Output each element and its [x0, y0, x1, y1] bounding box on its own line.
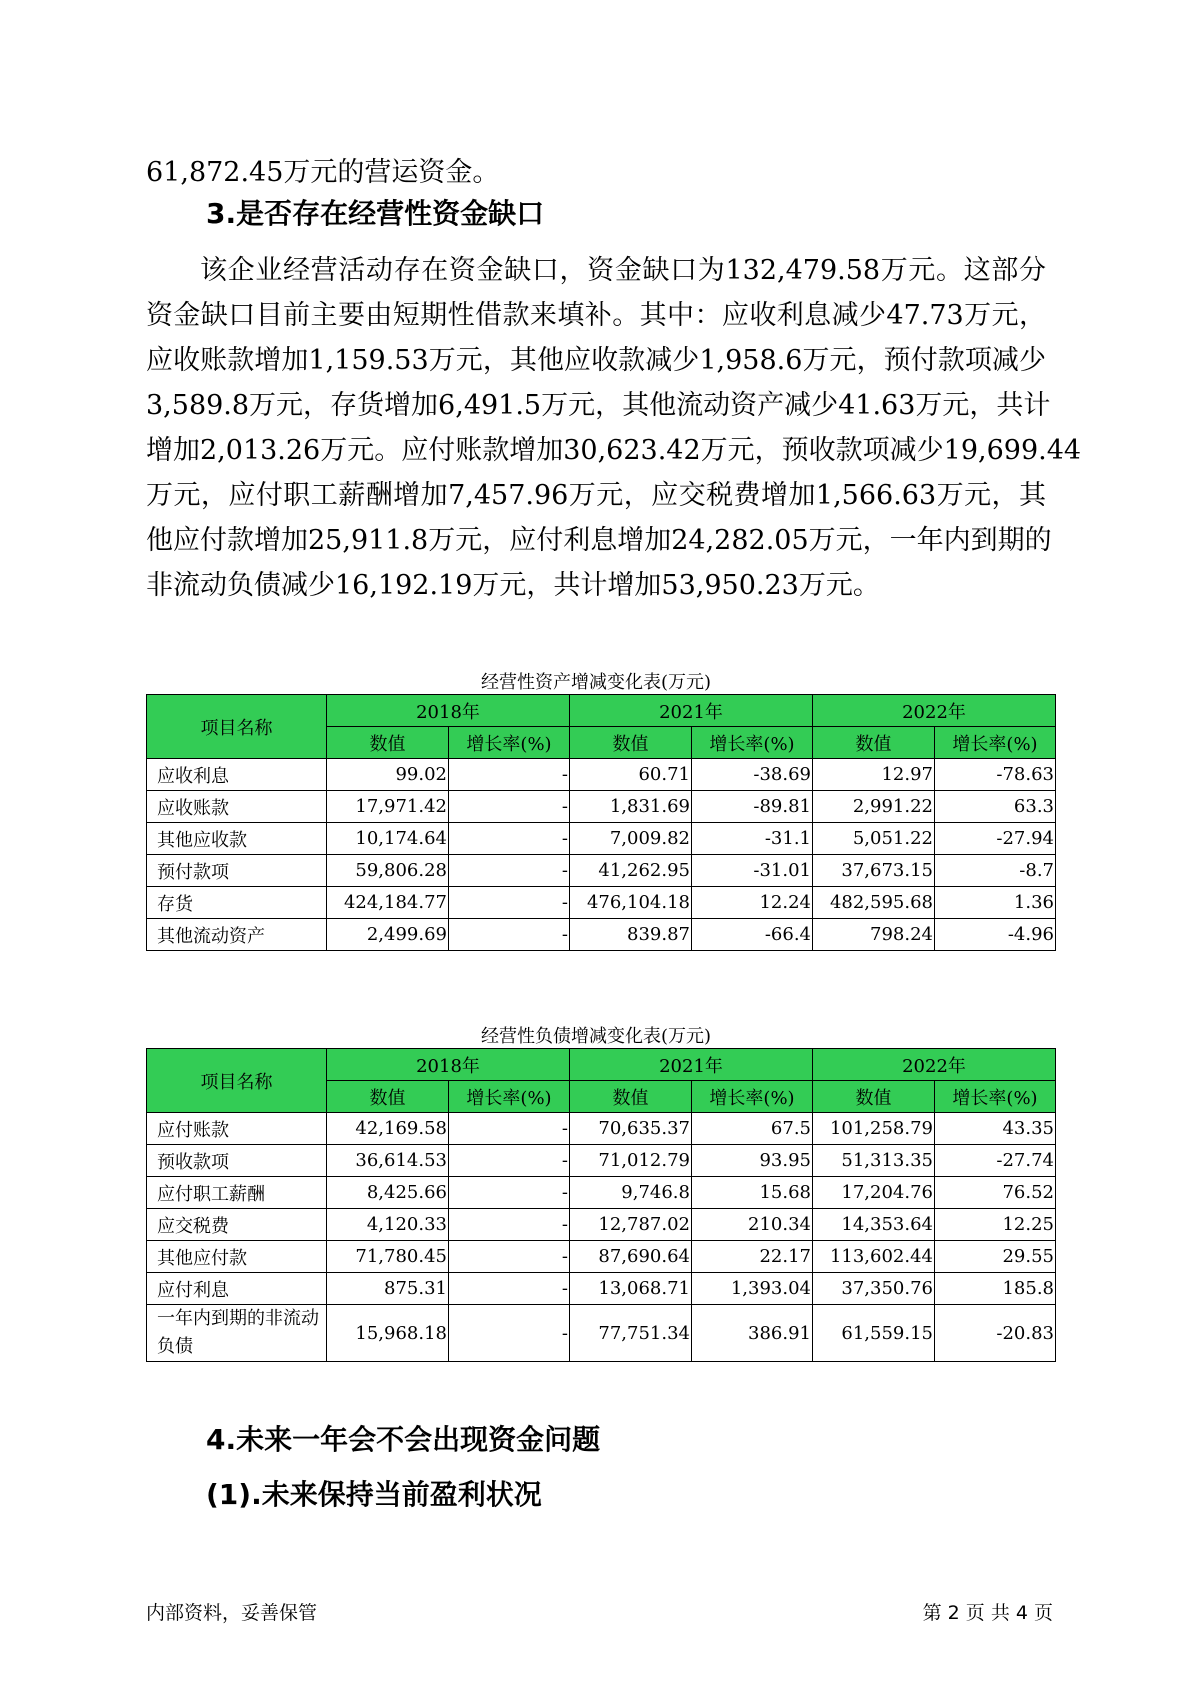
footer-page-number: 第 2 页 共 4 页 [922, 1602, 1053, 1624]
footer-confidential-note: 内部资料，妥善保管 [146, 1602, 318, 1624]
value-cell: 10,174.64 [327, 823, 449, 855]
growth-cell: 22.17 [692, 1241, 813, 1273]
growth-cell: -31.01 [692, 855, 813, 887]
growth-cell: - [449, 1241, 570, 1273]
growth-cell: 63.3 [935, 791, 1056, 823]
column-header-value: 数值 [570, 727, 692, 759]
column-header-year: 2018年 [327, 695, 570, 727]
column-header-growth: 增长率(%) [935, 1081, 1056, 1113]
growth-cell: -31.1 [692, 823, 813, 855]
row-label-cell: 预付款项 [147, 855, 327, 887]
growth-cell: - [449, 1145, 570, 1177]
growth-cell: 1,393.04 [692, 1273, 813, 1305]
growth-cell: -27.94 [935, 823, 1056, 855]
intro-paragraph [146, 150, 1046, 195]
growth-cell: - [449, 823, 570, 855]
value-cell: 875.31 [327, 1273, 449, 1305]
value-cell: 87,690.64 [570, 1241, 692, 1273]
growth-cell: -20.83 [935, 1305, 1056, 1362]
table-row [147, 791, 1056, 823]
column-header-growth: 增长率(%) [449, 1081, 570, 1113]
value-cell: 41,262.95 [570, 855, 692, 887]
value-cell: 798.24 [813, 919, 935, 951]
value-cell: 70,635.37 [570, 1113, 692, 1145]
growth-cell: 12.25 [935, 1209, 1056, 1241]
value-cell: 17,971.42 [327, 791, 449, 823]
section-3-paragraph [146, 248, 1082, 608]
table-row [147, 1241, 1056, 1273]
paragraph-line: 资金缺口目前主要由短期性借款来填补。其中：应收利息减少47.73万元， [146, 300, 1046, 331]
value-cell: 101,258.79 [813, 1113, 935, 1145]
column-header-value: 数值 [327, 727, 449, 759]
value-cell: 1,831.69 [570, 791, 692, 823]
growth-cell: 67.5 [692, 1113, 813, 1145]
row-label-cell: 应付利息 [147, 1273, 327, 1305]
value-cell: 61,559.15 [813, 1305, 935, 1362]
column-header-value: 数值 [327, 1081, 449, 1113]
value-cell: 12,787.02 [570, 1209, 692, 1241]
value-cell: 7,009.82 [570, 823, 692, 855]
growth-cell: - [449, 791, 570, 823]
section-3-heading: 3.是否存在经营性资金缺口 [206, 197, 545, 230]
growth-cell: 93.95 [692, 1145, 813, 1177]
value-cell: 17,204.76 [813, 1177, 935, 1209]
growth-cell: - [449, 919, 570, 951]
value-cell: 482,595.68 [813, 887, 935, 919]
growth-cell: 15.68 [692, 1177, 813, 1209]
column-header-growth: 增长率(%) [449, 727, 570, 759]
growth-cell: - [449, 759, 570, 791]
table-row [147, 1209, 1056, 1241]
liabilities-table [146, 1048, 1056, 1362]
paragraph-line: 非流动负债减少16,192.19万元，共计增加53,950.23万元。 [146, 570, 880, 601]
column-header-name: 项目名称 [147, 695, 327, 759]
value-cell: 424,184.77 [327, 887, 449, 919]
growth-cell: -89.81 [692, 791, 813, 823]
value-cell: 37,350.76 [813, 1273, 935, 1305]
value-cell: 51,313.35 [813, 1145, 935, 1177]
value-cell: 15,968.18 [327, 1305, 449, 1362]
row-label-cell: 应收账款 [147, 791, 327, 823]
column-header-year: 2022年 [813, 1049, 1056, 1081]
paragraph-line: 应收账款增加1,159.53万元，其他应收款减少1,958.6万元，预付款项减少 [146, 345, 1046, 376]
value-cell: 37,673.15 [813, 855, 935, 887]
assets-table [146, 694, 1056, 951]
growth-cell: - [449, 1113, 570, 1145]
table-row [147, 759, 1056, 791]
table-row [147, 887, 1056, 919]
growth-cell: - [449, 887, 570, 919]
value-cell: 59,806.28 [327, 855, 449, 887]
growth-cell: -27.74 [935, 1145, 1056, 1177]
value-cell: 42,169.58 [327, 1113, 449, 1145]
row-label-cell: 预收款项 [147, 1145, 327, 1177]
row-label-cell: 应付账款 [147, 1113, 327, 1145]
column-header-name: 项目名称 [147, 1049, 327, 1113]
assets-table-body [147, 759, 1056, 951]
section-4-heading: 4.未来一年会不会出现资金问题 [206, 1423, 601, 1456]
value-cell: 9,746.8 [570, 1177, 692, 1209]
row-label-cell: 其他应付款 [147, 1241, 327, 1273]
column-header-value: 数值 [813, 1081, 935, 1113]
column-header-year: 2021年 [570, 1049, 813, 1081]
value-cell: 12.97 [813, 759, 935, 791]
column-header-year: 2018年 [327, 1049, 570, 1081]
growth-cell: -66.4 [692, 919, 813, 951]
paragraph-line: 3,589.8万元，存货增加6,491.5万元，其他流动资产减少41.63万元，共计 [146, 390, 1051, 421]
table-row [147, 823, 1056, 855]
table-row [147, 1305, 1056, 1362]
growth-cell: -8.7 [935, 855, 1056, 887]
growth-cell: 210.34 [692, 1209, 813, 1241]
table-row [147, 1145, 1056, 1177]
paragraph-line: 该企业经营活动存在资金缺口，资金缺口为132,479.58万元。这部分 [200, 255, 1046, 286]
value-cell: 5,051.22 [813, 823, 935, 855]
intro-line: 61,872.45万元的营运资金。 [146, 157, 500, 188]
value-cell: 71,012.79 [570, 1145, 692, 1177]
row-label-cell: 一年内到期的非流动负债 [147, 1305, 327, 1362]
growth-cell: -78.63 [935, 759, 1056, 791]
column-header-year: 2022年 [813, 695, 1056, 727]
value-cell: 77,751.34 [570, 1305, 692, 1362]
value-cell: 14,353.64 [813, 1209, 935, 1241]
column-header-growth: 增长率(%) [935, 727, 1056, 759]
growth-cell: 12.24 [692, 887, 813, 919]
column-header-year: 2021年 [570, 695, 813, 727]
growth-cell: 1.36 [935, 887, 1056, 919]
row-label-cell: 应付职工薪酬 [147, 1177, 327, 1209]
value-cell: 8,425.66 [327, 1177, 449, 1209]
assets-table-caption: 经营性资产增减变化表(万元) [480, 672, 712, 693]
value-cell: 36,614.53 [327, 1145, 449, 1177]
value-cell: 71,780.45 [327, 1241, 449, 1273]
growth-cell: 185.8 [935, 1273, 1056, 1305]
growth-cell: 43.35 [935, 1113, 1056, 1145]
column-header-growth: 增长率(%) [692, 1081, 813, 1113]
value-cell: 13,068.71 [570, 1273, 692, 1305]
growth-cell: - [449, 1209, 570, 1241]
value-cell: 60.71 [570, 759, 692, 791]
row-label-cell: 存货 [147, 887, 327, 919]
column-header-growth: 增长率(%) [692, 727, 813, 759]
value-cell: 2,499.69 [327, 919, 449, 951]
row-label-cell: 应收利息 [147, 759, 327, 791]
growth-cell: - [449, 1305, 570, 1362]
paragraph-line: 增加2,013.26万元。应付账款增加30,623.42万元，预收款项减少19,699.44 [146, 435, 1082, 466]
growth-cell: -38.69 [692, 759, 813, 791]
value-cell: 2,991.22 [813, 791, 935, 823]
table-row [147, 1113, 1056, 1145]
growth-cell: -4.96 [935, 919, 1056, 951]
row-label-cell: 其他流动资产 [147, 919, 327, 951]
value-cell: 4,120.33 [327, 1209, 449, 1241]
liabilities-table-caption: 经营性负债增减变化表(万元) [480, 1026, 712, 1047]
growth-cell: - [449, 1177, 570, 1209]
growth-cell: - [449, 1273, 570, 1305]
growth-cell: 29.55 [935, 1241, 1056, 1273]
value-cell: 113,602.44 [813, 1241, 935, 1273]
liabilities-table-body [147, 1113, 1056, 1362]
value-cell: 839.87 [570, 919, 692, 951]
value-cell: 99.02 [327, 759, 449, 791]
value-cell: 476,104.18 [570, 887, 692, 919]
column-header-value: 数值 [813, 727, 935, 759]
paragraph-line: 万元，应付职工薪酬增加7,457.96万元，应交税费增加1,566.63万元，其 [146, 480, 1046, 511]
table-row [147, 1177, 1056, 1209]
table-row [147, 919, 1056, 951]
section-4-subheading: (1).未来保持当前盈利状况 [206, 1478, 542, 1511]
row-label-cell: 应交税费 [147, 1209, 327, 1241]
column-header-value: 数值 [570, 1081, 692, 1113]
table-row [147, 1273, 1056, 1305]
table-row [147, 855, 1056, 887]
growth-cell: - [449, 855, 570, 887]
growth-cell: 386.91 [692, 1305, 813, 1362]
row-label-cell: 其他应收款 [147, 823, 327, 855]
growth-cell: 76.52 [935, 1177, 1056, 1209]
paragraph-line: 他应付款增加25,911.8万元，应付利息增加24,282.05万元，一年内到期的 [146, 525, 1052, 556]
